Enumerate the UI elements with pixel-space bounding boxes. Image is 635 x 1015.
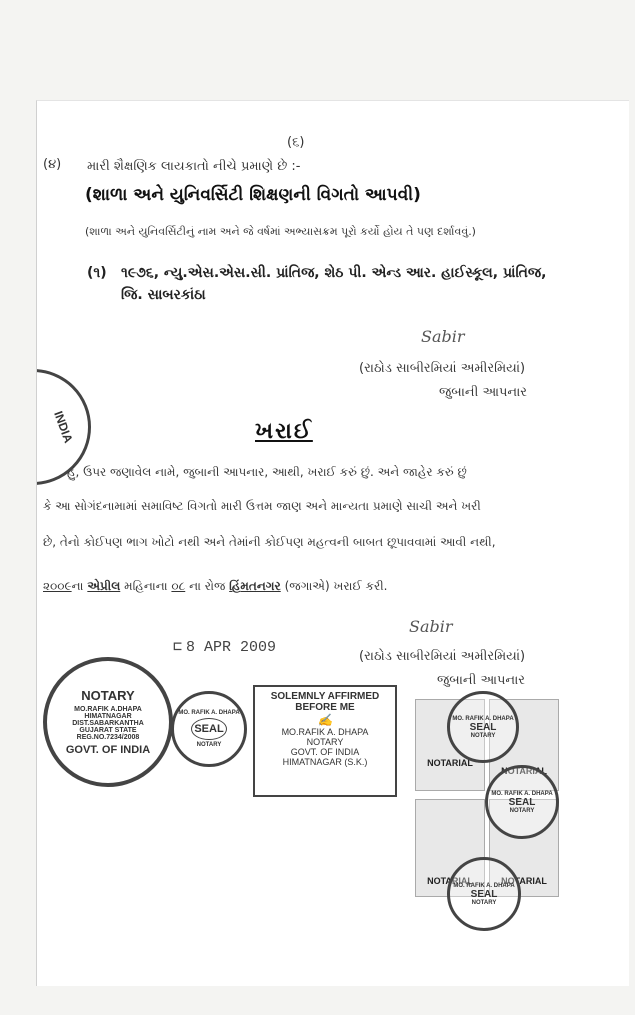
- oath-month-suffix: મહિનાના: [124, 579, 168, 593]
- seal-inner-1: MO.RAFIK A.DHAPA: [74, 706, 142, 713]
- seal-inner-5: REG.NO.7234/2008: [76, 734, 140, 741]
- left-partial-seal-text: INDIA: [50, 409, 76, 445]
- section-number: (૪): [43, 157, 62, 172]
- item-number: (૧): [87, 265, 107, 281]
- oath-year: ૨૦૦૯: [43, 579, 72, 593]
- signature-2-name: (રાઠોડ સાબીરમિયાં અમીરમિયાં): [359, 649, 526, 664]
- ticket-seal-3: [447, 857, 521, 931]
- signature-2: Sabir: [409, 617, 453, 636]
- ticket-seal-2-center: SEAL: [508, 796, 536, 808]
- ticket-seal-1-bottom: NOTARY: [470, 732, 496, 739]
- section-note: (શાળા અને યુનિવર્સિટીનું નામ અને જે વર્ષમાં અભ્યાસક્રમ પૂરો કર્યો હોય તે પણ દર્શાવવું.): [85, 225, 476, 238]
- oath-place-suffix: (જગાએ) ખરાઈ કરી.: [284, 579, 388, 593]
- signature-1: Sabir: [421, 327, 465, 346]
- oath-date-line: [43, 579, 387, 594]
- seal-inner-4: GUJARAT STATE: [79, 727, 137, 734]
- notary-round-seal: [43, 657, 173, 787]
- ticket-2-label: NOTARIAL: [501, 766, 547, 776]
- date-stamp: [173, 637, 276, 656]
- small-seal-center: SEAL: [191, 718, 226, 740]
- ticket-seal-2-bottom: NOTARY: [509, 807, 535, 814]
- ticket-seal-3-bottom: NOTARY: [471, 899, 497, 906]
- seal-top-text: NOTARY: [81, 688, 135, 703]
- oath-month: એપ્રીલ: [87, 579, 121, 593]
- ticket-seal-1: [447, 691, 519, 763]
- affirmed-signature-icon: ✍: [317, 713, 333, 727]
- signature-1-role: જુબાની આપનાર: [439, 385, 528, 400]
- signature-1-name: (રાઠોડ સાબીરમિયાં અમીરમિયાં): [359, 361, 526, 376]
- oath-line-2: કે આ સોગંદનામામાં સમાવિષ્ટ વિગતો મારી ઉત્તમ જાણ અને માન્યતા પ્રમાણે સાચી અને ખરી: [43, 499, 481, 513]
- affirmed-line-6: HIMATNAGAR (S.K.): [282, 757, 368, 767]
- affirmed-line-2: BEFORE ME: [295, 702, 355, 713]
- ticket-seal-2: [485, 765, 559, 839]
- ticket-seal-3-center: SEAL: [470, 888, 498, 900]
- ticket-seal-2-ring: MO. RAFIK A. DHAPA: [491, 790, 553, 797]
- oath-day: ૦૮: [171, 579, 186, 593]
- oath-line-1: હું, ઉપર જણાવેલ નામે, જુબાની આપનાર, આથી, ખરાઈ કરું છું. અને જાહેર કરું છું: [67, 465, 467, 479]
- oath-place: હિંમતનગર: [229, 579, 281, 593]
- item-line-2: જિ. સાબરકાંઠા: [121, 287, 206, 303]
- seal-bottom-text: GOVT. OF INDIA: [65, 744, 151, 756]
- small-seal: [171, 691, 247, 767]
- page-number: (૬): [287, 135, 305, 150]
- oath-heading: ખરાઈ: [255, 419, 313, 444]
- oath-line-3: છે, તેનો કોઈપણ ભાગ ખોટો નથી અને તેમાંની કોઈપણ મહત્વની બાબત છૂપાવવામાં આવી નથી,: [43, 535, 496, 549]
- small-seal-ring: MO. RAFIK A. DHAPA: [178, 710, 240, 716]
- oath-day-suffix: ના રોજ: [189, 579, 226, 593]
- ticket-seal-3-ring: MO. RAFIK A. DHAPA: [453, 882, 515, 889]
- oath-year-suffix: ના: [71, 579, 84, 593]
- ticket-seal-1-ring: MO. RAFIK A. DHAPA: [452, 715, 514, 722]
- signature-2-role: જુબાની આપનાર: [437, 673, 526, 688]
- section-intro: મારી શૈક્ષણિક લાયકાતો નીચે પ્રમાણે છે :-: [87, 159, 301, 174]
- ticket-4-label: NOTARIAL: [501, 876, 547, 886]
- item-line-1: ૧૯૭૬, ન્યુ.એસ.એસ.સી. પ્રાંતિજ, શેઠ પી. એન્ડ આર. હાઈસ્કૂલ, પ્રાંતિજ,: [121, 265, 547, 281]
- affirmed-line-4: NOTARY: [306, 737, 344, 747]
- affirmed-line-5: GOVT. OF INDIA: [290, 747, 360, 757]
- date-stamp-text: 8 APR 2009: [186, 639, 277, 656]
- seal-inner-2: HIMATNAGAR: [84, 713, 132, 720]
- section-title: (શાળા અને યુનિવર્સિટી શિક્ષણની વિગતો આપવી): [85, 185, 421, 205]
- ticket-3-label: NOTARIAL: [427, 876, 473, 886]
- document-page: [36, 100, 629, 986]
- small-seal-bottom: NOTARY: [196, 742, 222, 748]
- affirmed-line-1: SOLEMNLY AFFIRMED: [270, 691, 380, 702]
- seal-inner-3: DIST.SABARKANTHA: [72, 720, 144, 727]
- ticket-seal-1-center: SEAL: [469, 721, 497, 733]
- affirmed-line-3: MO.RAFIK A. DHAPA: [281, 727, 369, 737]
- affirmed-stamp: [253, 685, 397, 797]
- stamp-mark: ⊏: [173, 639, 183, 656]
- ticket-1-label: NOTARIAL: [427, 758, 473, 768]
